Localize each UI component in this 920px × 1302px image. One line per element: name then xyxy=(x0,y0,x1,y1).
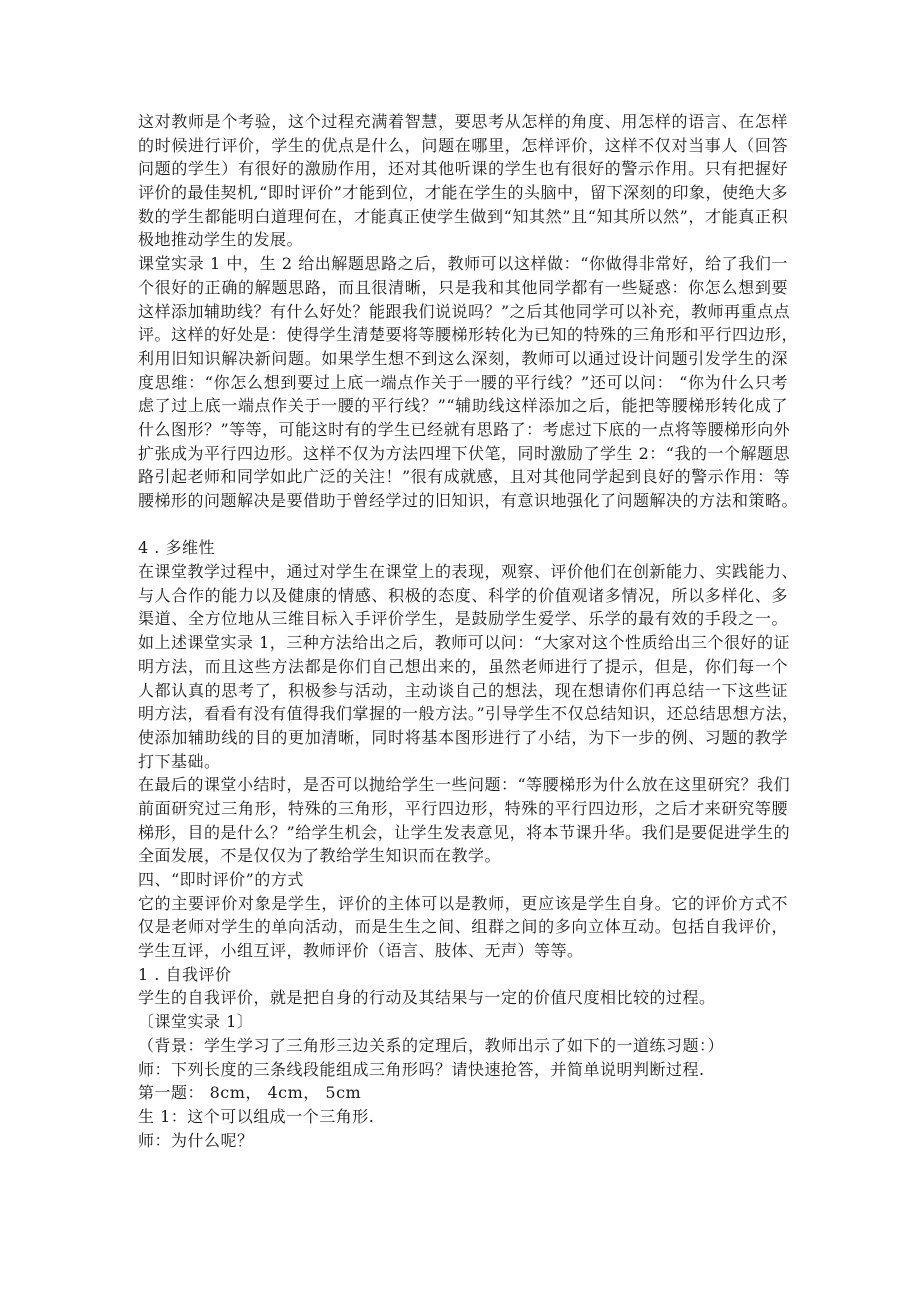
text-line: 〔课堂实录 1〕 xyxy=(138,1012,254,1032)
text-line: 明方法，而且这些方法都是你们自己想出来的，虽然老师进行了提示，但是，你们每一个 xyxy=(138,656,788,676)
text-line: 师：为什么呢？ xyxy=(138,1130,254,1150)
text-line: 利用旧知识解决新问题。如果学生想不到这么深刻，教师可以通过设计问题引发学生的深 xyxy=(138,348,788,368)
text-line: 前面研究过三角形，特殊的三角形，平行四边形，特殊的平行四边形，之后才来研究等腰 xyxy=(138,798,788,818)
text-line: 数的学生都能明白道理何在，才能真正使学生做到“知其然”且“知其所以然”，才能真正积 xyxy=(138,206,788,226)
text-line: 人都认真的思考了，积极参与活动，主动谈自己的想法，现在想请你们再总结一下这些证 xyxy=(138,680,788,700)
text-line: 课堂实录 1 中，生 2 给出解题思路之后，教师可以这样做：“你做得非常好，给了我们一 xyxy=(138,254,788,274)
text-line: 梯形，目的是什么？”给学生机会，让学生发表意见，将本节课升华。我们是要促进学生的 xyxy=(138,822,791,842)
text-line: 什么图形？”等等，可能这时有的学生已经就有思路了：考虑过下底的一点将等腰梯形向外 xyxy=(138,419,791,439)
text-line: 明方法，看看有没有值得我们掌握的一般方法。”引导学生不仅总结知识，还总结思想方法， xyxy=(138,704,799,724)
text-line: 全面发展，不是仅仅为了教给学生知识而在教学。 xyxy=(138,846,502,866)
text-line: 个很好的正确的解题思路，而且很清晰，只是我和其他同学都有一些疑惑：你怎么想到要 xyxy=(138,277,788,297)
text-line: 渠道、全方位地从三维目标入手评价学生，是鼓励学生爱学、乐学的最有效的手段之一。 xyxy=(138,609,788,629)
text-line: 在最后的课堂小结时，是否可以抛给学生一些问题：“等腰梯形为什么放在这里研究？我们 xyxy=(138,775,791,795)
text-line: 路引起老师和同学如此广泛的关注！”很有成就感，且对其他同学起到良好的警示作用：等 xyxy=(138,467,791,487)
text-line: 学生互评，小组互评，教师评价（语言、肢体、无声）等等。 xyxy=(138,941,584,961)
text-line: 的时候进行评价，学生的优点是什么，问题在哪里，怎样评价，这样不仅对当事人（回答 xyxy=(138,135,788,155)
text-line: 仅是老师对学生的单向活动，而是生生之间、组群之间的多向立体互动。包括自我评价， xyxy=(138,917,788,937)
text-line: 学生的自我评价，就是把自身的行动及其结果与一定的价值尺度相比较的过程。 xyxy=(138,988,716,1008)
text-line: 腰梯形的问题解决是要借助于曾经学过的旧知识，有意识地强化了问题解决的方法和策略。 xyxy=(138,491,799,510)
text-line: 第一题： 8cm， 4cm， 5cm xyxy=(138,1083,362,1103)
text-line: 扩张成为平行四边形。这样不仅为方法四埋下伏笔，同时激励了学生 2：“我的一个解题思 xyxy=(138,443,790,463)
text-line: 如上述课堂实录 1，三种方法给出之后，教师可以问：“大家对这个性质给出三个很好的证 xyxy=(138,633,790,653)
document-page xyxy=(138,110,799,1152)
text-line: 它的主要评价对象是学生，评价的主体可以是教师，更应该是学生自身。它的评价方式不 xyxy=(138,893,788,913)
text-line: 在课堂教学过程中，通过对学生在课堂上的表现，观察、评价他们在创新能力、实践能力、 xyxy=(138,562,799,582)
text-line: 虑了过上底一端点作关于一腰的平行线？”“辅助线这样添加之后，能把等腰梯形转化成了 xyxy=(138,396,788,416)
section-heading: 4 . 多维性 xyxy=(138,538,215,558)
text-line: 这对教师是个考验，这个过程充满着智慧，要思考从怎样的角度、用怎样的语言、在怎样 xyxy=(138,112,788,131)
text-line: 打下基础。 xyxy=(138,751,221,771)
text-line: 与人合作的能力以及健康的情感、积极的态度、科学的价值观诸多情况，所以多样化、多 xyxy=(138,585,788,605)
text-line: 师：下列长度的三条线段能组成三角形吗？请快速抢答，并简单说明判断过程. xyxy=(138,1059,705,1079)
text-line: 这样添加辅助线？有什么好处？能跟我们说说吗？”之后其他同学可以补充，教师再重点点 xyxy=(138,301,791,321)
text-line: 评价的最佳契机,“即时评价”才能到位，才能在学生的头脑中，留下深刻的印象，使绝大多 xyxy=(138,183,788,203)
paragraph-gap xyxy=(138,513,788,537)
paragraph-block-multidimensional xyxy=(138,536,799,1152)
text-line: 使添加辅助线的目的更加清晰，同时将基本图形进行了小结，为下一步的例、习题的教学 xyxy=(138,727,788,747)
text-line: 生 1：这个可以组成一个三角形. xyxy=(138,1106,375,1126)
section-heading: 1 . 自我评价 xyxy=(138,964,232,984)
text-line: （背景：学生学习了三角形三边关系的定理后，教师出示了如下的一道练习题：） xyxy=(138,1035,725,1055)
text-line: 极地推动学生的发展。 xyxy=(138,230,304,250)
text-line: 问题的学生）有很好的激励作用，还对其他听课的学生也有很好的警示作用。只有把握好 xyxy=(138,159,788,179)
text-line: 度思维：“你怎么想到要过上底一端点作关于一腰的平行线？”还可以问： “你为什么只考 xyxy=(138,372,788,392)
text-line: 评。这样的好处是：使得学生清楚要将等腰梯形转化为已知的特殊的三角形和平行四边形， xyxy=(138,325,799,345)
paragraph-block-evaluation xyxy=(138,110,799,513)
section-heading: 四、“即时评价”的方式 xyxy=(138,870,304,889)
